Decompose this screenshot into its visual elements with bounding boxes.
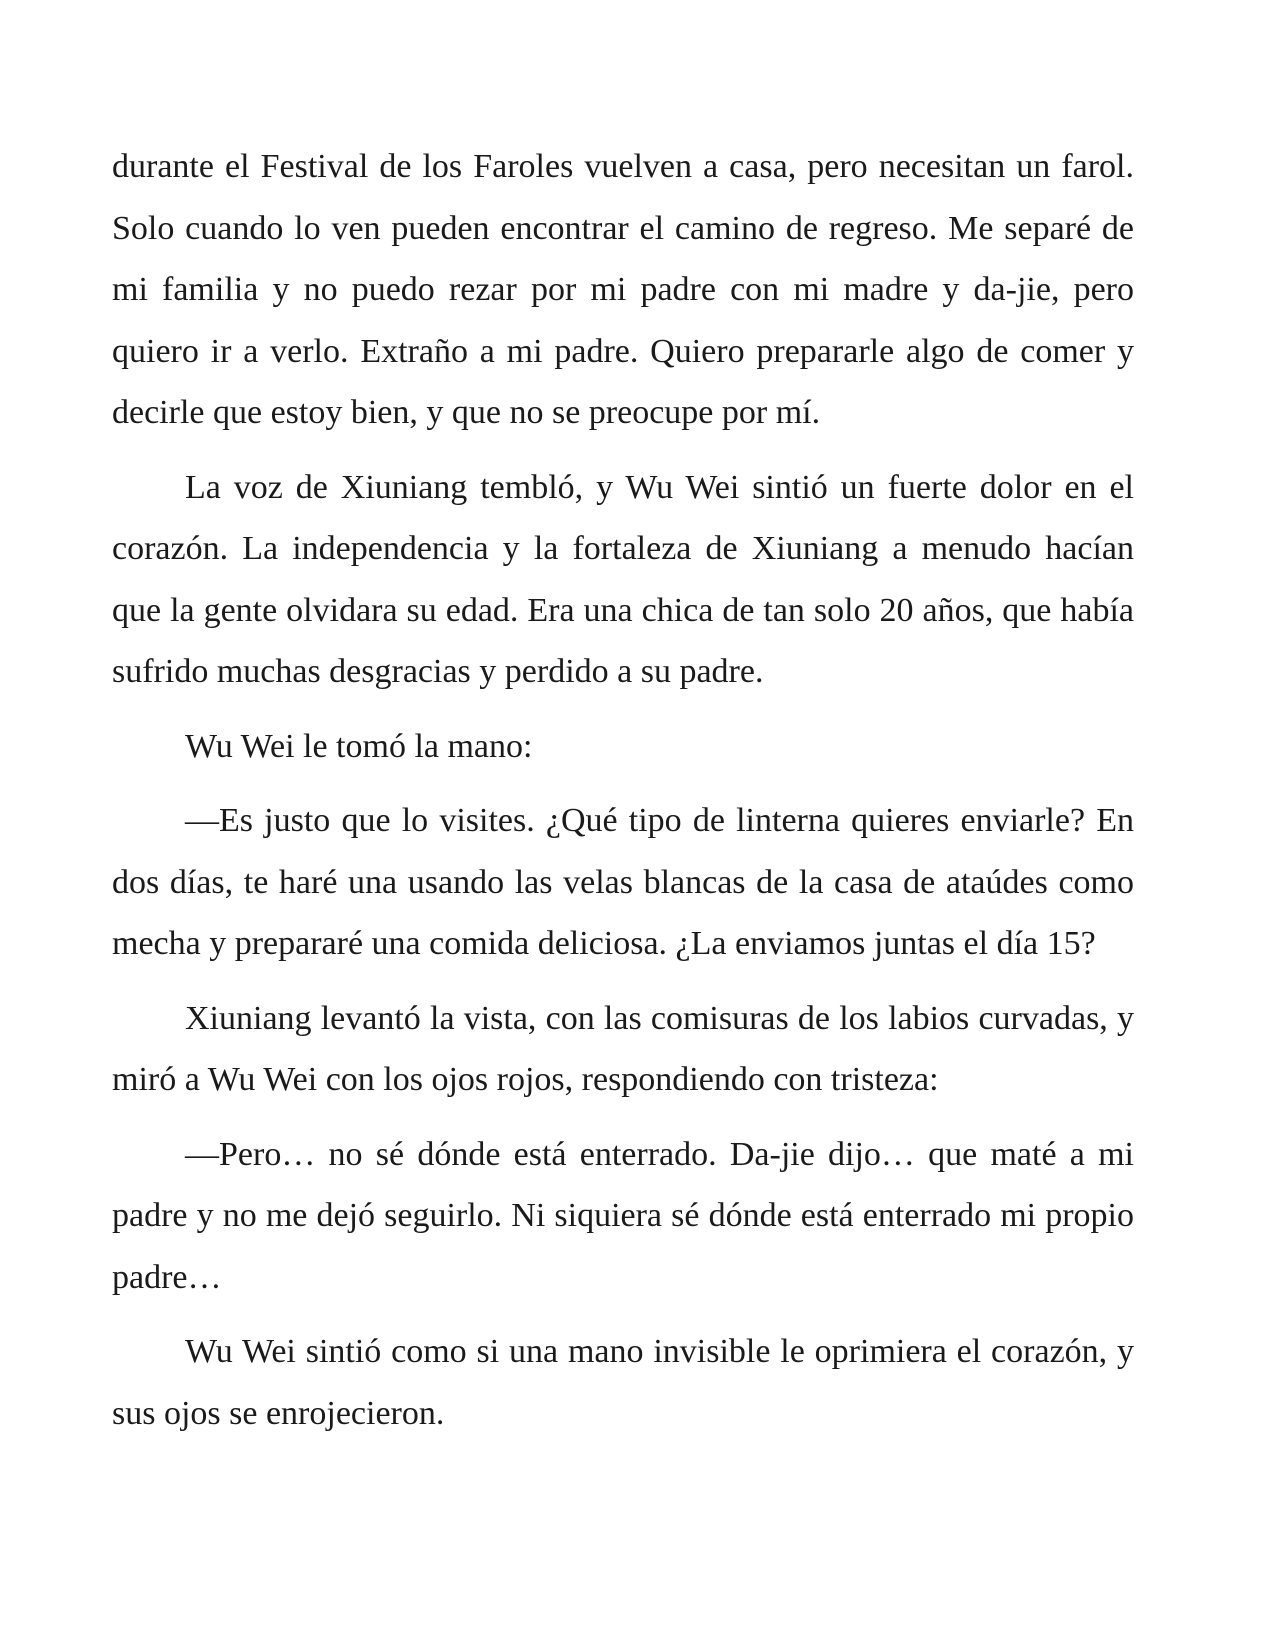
paragraph-narration: Wu Wei le tomó la mano: [185,727,533,765]
paragraph-narration: Xiuniang levantó la vista, con las comisuras de los labios curvadas, y miró a Wu Wei con los ojos rojos, respondiendo con tristeza: [112,999,1134,1098]
paragraph-continuation: durante el Festival de los Faroles vuelven a casa, pero necesitan un farol. Solo cuando lo ven pueden encontrar el camino de regreso. Me separé de mi familia y no puedo rezar por mi padre con mi madre y da-jie, pero quiero ir a verlo. Extraño a mi padre. Quiero prepararle algo de comer y decirle que estoy bien, y que no se preocupe por mí. [112,148,1134,431]
document-page [112,136,1134,1457]
paragraph-narration: Wu Wei sintió como si una mano invisible le oprimiera el corazón, y sus ojos se enrojecieron. [112,1333,1134,1432]
paragraph-dialogue: —Pero… no sé dónde está enterrado. Da-jie dijo… que maté a mi padre y no me dejó seguirlo. Ni siquiera sé dónde está enterrado mi propio padre… [112,1135,1134,1296]
paragraph-dialogue: —Es justo que lo visites. ¿Qué tipo de linterna quieres enviarle? En dos días, te haré una usando las velas blancas de la casa de ataúdes como mecha y prepararé una comida deliciosa. ¿La enviamos juntas el día 15? [112,802,1134,962]
paragraph-narration: La voz de Xiuniang tembló, y Wu Wei sintió un fuerte dolor en el corazón. La independencia y la fortaleza de Xiuniang a menudo hacían que la gente olvidara su edad. Era una chica de tan solo 20 años, que había sufrido muchas desgracias y perdido a su padre. [112,468,1134,690]
